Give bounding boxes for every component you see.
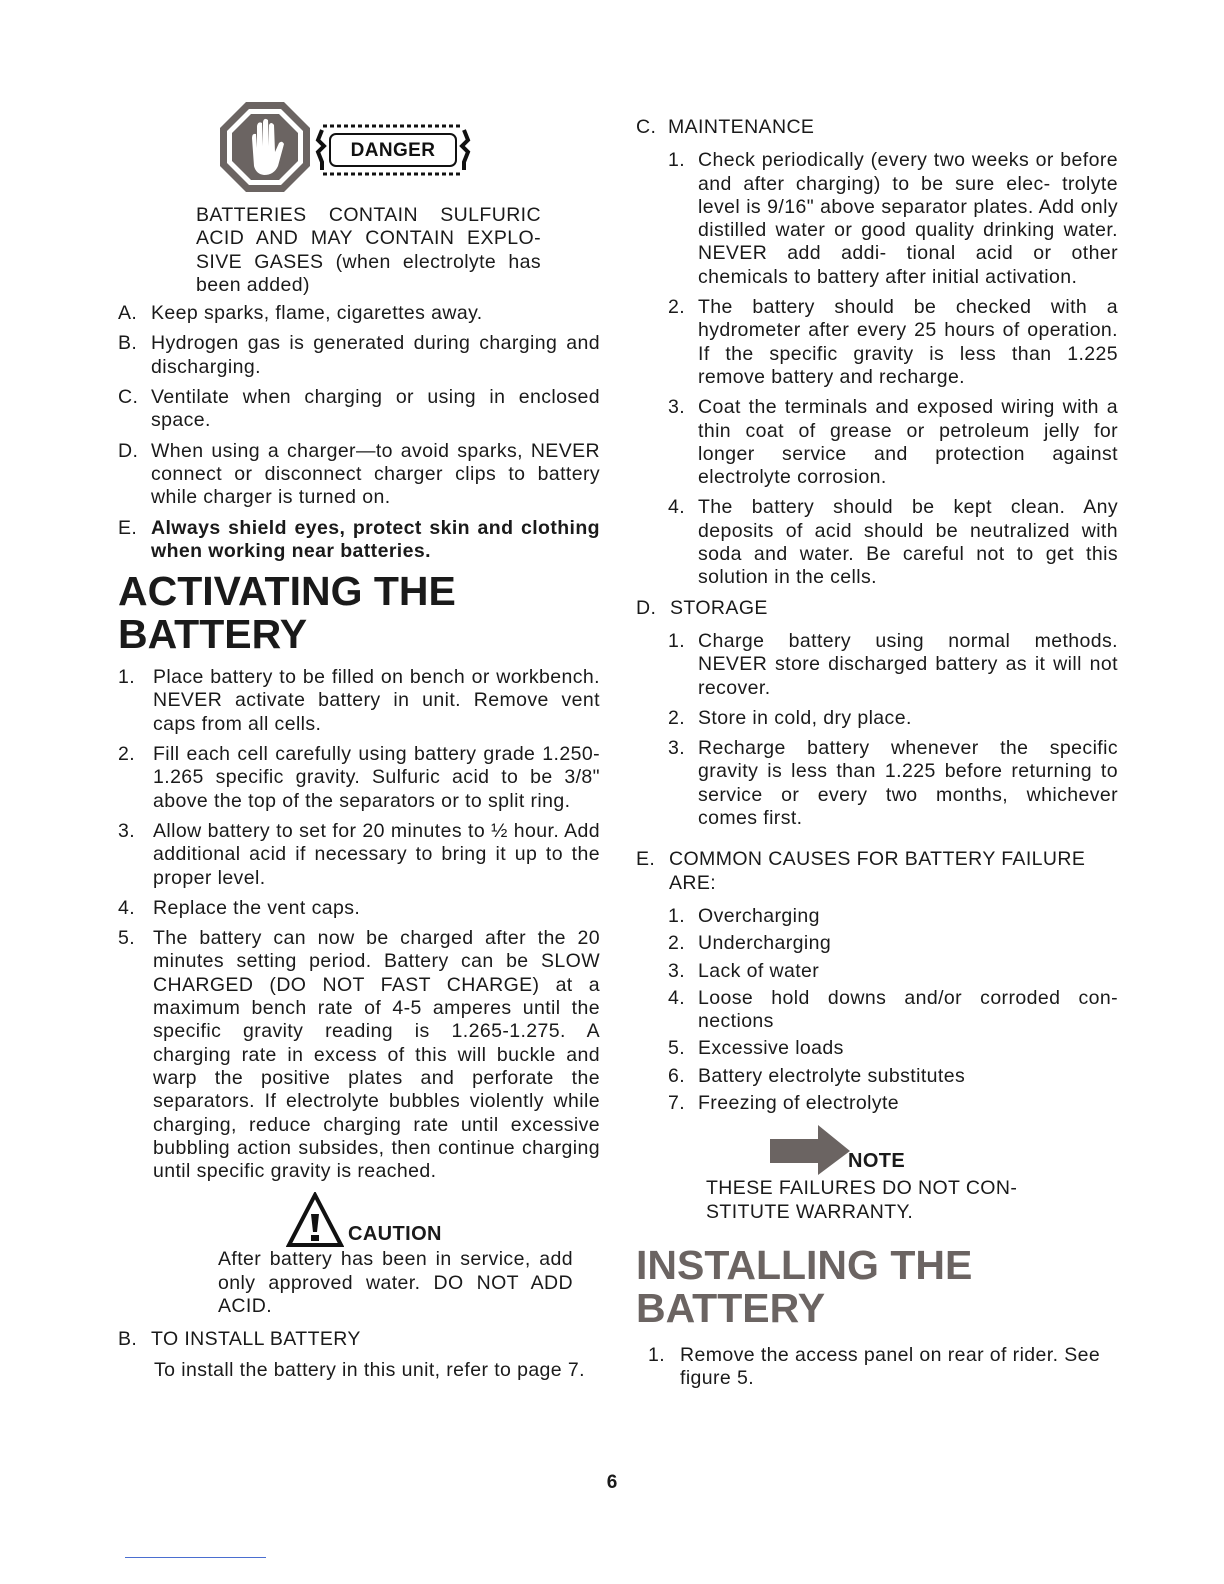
list-item [668,960,1118,983]
note-header [768,1121,1118,1177]
item-label: 5. [118,927,136,950]
item-label: C. [636,116,657,138]
item-text: The battery can now be charged after the 20 minutes setting period. Battery can be SLOW CHARGED (DO NOT FAST CHARGE) at a maximum bench rate of 4-5 amperes until the specific gravity reading is 1.265-1.275. A charging rate in excess of this will buckle and warp the positive plates and perforate the separators. If electrolyte bubbles violently while charging, reduce charging rate until excessive bubbling action subsides, then continue charging until specific gravity is reached. [153,927,600,1183]
item-text: Hydrogen gas is generated during charging and discharging. [151,332,600,378]
title-line: ACTIVATING THE [118,568,456,615]
danger-symbol [218,96,578,196]
caution-text: After battery has been in service, add only approved water. DO NOT ADD ACID. [218,1248,573,1317]
heading-text: TO INSTALL BATTERY [151,1328,361,1351]
item-label: D. [636,596,657,619]
list-item [118,302,600,325]
item-label: 3. [668,396,686,419]
item-text: Always shield eyes, protect skin and clothing when working near batteries. [151,516,600,562]
storage-list [668,630,1118,830]
maintenance-list [668,149,1118,589]
failure-heading [636,848,1118,895]
item-label: 2. [668,706,686,729]
caution-header [286,1190,600,1248]
title-line: INSTALLING THE [636,1241,973,1288]
arrow-right-icon [768,1123,852,1177]
item-label: 7. [668,1091,686,1114]
activating-steps [118,666,600,1183]
item-label: 2. [118,743,136,766]
list-item [668,1037,1118,1060]
title-line: BATTERY [636,1284,826,1331]
item-label: 1. [648,1343,666,1366]
danger-label: DANGER [350,140,436,161]
item-text: Remove the access panel on rear of rider. See figure 5. [680,1343,1101,1390]
footer-rule [125,1557,266,1558]
heading-text: COMMON CAUSES FOR BATTERY FAILURE ARE: [669,848,1086,894]
list-item [636,1344,1118,1391]
item-text: Recharge battery whenever the specific gravity is less than 1.225 before returning to service or every two months, whichever comes first. [698,737,1118,830]
item-text: Allow battery to set for 20 minutes to ½ hour. Add additional acid if necessary to bring it up to the proper level. [153,819,600,889]
left-column [118,96,600,1382]
item-text: Overcharging [698,904,820,927]
item-text: Fill each cell carefully using battery grade 1.250-1.265 specific gravity. Sulfuric acid to be 3/8" above the top of the separators or to split ring. [153,743,600,812]
list-item [668,932,1118,955]
right-column [636,116,1118,1397]
list-item [668,737,1118,830]
item-text: Loose hold downs and/or corroded con- nections [698,986,1118,1033]
item-label: 3. [668,737,686,760]
list-item [118,743,600,813]
heading-text: MAINTENANCE [668,116,815,138]
item-label: 4. [668,496,686,519]
section-title-installing [636,1241,1118,1331]
list-item [118,517,600,564]
warning-list [118,302,600,563]
item-text: Check periodically (every two weeks or before and after charging) to be sure elec- trolyte level is 9/16" above separator plates. Add only distilled water or good quality drinking water. NEVER add addi- tional acid or other chemicals to battery after initial activation. [698,149,1118,288]
item-label: 6. [668,1064,686,1087]
list-item [668,149,1118,289]
item-label: C. [118,386,139,409]
item-text: Ventilate when charging or using in enclosed space. [151,386,600,432]
list-item [668,630,1118,700]
stop-hand-icon [220,102,310,192]
list-item [668,1092,1118,1115]
item-label: B. [118,332,138,355]
list-item [118,820,600,890]
danger-header [218,96,600,204]
note-text: THESE FAILURES DO NOT CON- STITUTE WARRANTY. [706,1177,1018,1223]
item-text: Lack of water [698,959,820,982]
item-label: 3. [668,959,686,982]
danger-warning-text: BATTERIES CONTAIN SULFURIC ACID AND MAY CONTAIN EXPLO- SIVE GASES (when electrolyte has been added) [196,204,541,296]
item-label: E. [636,848,656,871]
failure-list [668,905,1118,1115]
item-text: Replace the vent caps. [153,896,361,919]
list-item [668,987,1118,1034]
item-text: When using a charger—to avoid sparks, NEVER connect or disconnect charger clips to battery while charger is turned on. [151,439,600,509]
storage-heading [636,597,1118,620]
list-item [118,666,600,736]
page-number: 6 [606,1472,618,1493]
item-label: 2. [668,932,686,955]
item-label: 1. [118,666,136,689]
title-line: BATTERY [118,611,308,658]
item-label: 1. [668,904,686,927]
item-text: Battery electrolyte substitutes [698,1064,966,1087]
item-label: 5. [668,1037,686,1060]
note-label: NOTE [848,1149,906,1172]
item-text: Store in cold, dry place. [698,706,912,729]
item-text: Charge battery using normal methods. NEVER store discharged battery as it will not recover. [698,629,1118,699]
list-item [118,927,600,1183]
list-item [118,386,600,433]
item-text: The battery should be kept clean. Any deposits of acid should be neutralized with soda and water. Be careful not to get this solution in the cells. [698,496,1118,589]
list-item [668,496,1118,589]
item-label: B. [118,1328,138,1351]
item-text: The battery should be checked with a hydrometer after every 25 hours of operation. If the specific gravity is less than 1.225 remove battery and recharge. [698,296,1118,388]
list-item [118,897,600,920]
item-text: Excessive loads [698,1037,844,1060]
item-text: Coat the terminals and exposed wiring with a thin coat of grease or petroleum jelly for longer service and protection against electrolyte corrosion. [698,396,1118,489]
maintenance-heading [636,116,1118,139]
item-text: Freezing of electrolyte [698,1091,900,1114]
section-title-activating [118,570,600,656]
list-item [118,332,600,379]
item-label: 3. [118,819,136,842]
list-item [668,707,1118,730]
item-label: 2. [668,296,686,319]
list-item [668,296,1118,389]
item-label: 1. [668,629,686,652]
list-item [668,1065,1118,1088]
heading-text: STORAGE [670,596,768,619]
install-heading [118,1328,600,1351]
list-item [668,905,1118,928]
list-item [668,396,1118,489]
item-text: Undercharging [698,932,832,955]
install-text: To install the battery in this unit, refer to page 7. [154,1358,585,1381]
item-text: Keep sparks, flame, cigarettes away. [151,302,483,325]
danger-badge [318,126,468,174]
item-label: D. [118,439,139,462]
item-label: 1. [668,149,686,172]
item-label: 4. [118,896,136,919]
caution-triangle-icon [286,1192,344,1248]
item-label: 4. [668,986,686,1009]
item-label: E. [118,516,138,539]
item-label: A. [118,302,138,325]
list-item [118,440,600,510]
caution-label: CAUTION [348,1223,442,1246]
item-text: Place battery to be filled on bench or workbench. NEVER activate battery in unit. Remove vent caps from all cells. [153,666,600,735]
